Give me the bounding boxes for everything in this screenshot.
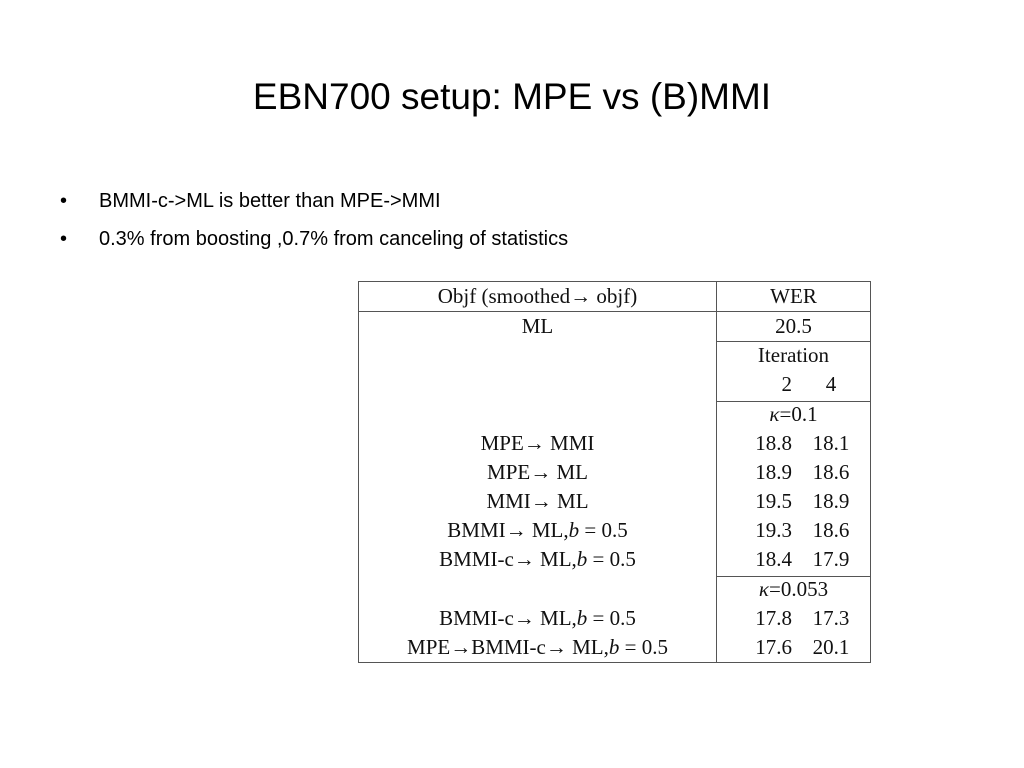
kappa-value: =0.1 — [779, 402, 818, 426]
kappa-heading — [717, 575, 870, 604]
wer-iteration-4: 18.6 — [812, 518, 850, 542]
wer-iteration-4: 18.1 — [812, 431, 850, 455]
b-symbol: b — [576, 606, 588, 630]
kappa-symbol: κ — [758, 577, 769, 601]
bullet-list — [60, 182, 568, 258]
objf-label — [359, 545, 716, 574]
objf-name: BMMI-c→ ML, — [439, 547, 577, 571]
wer-iteration-2: 19.3 — [755, 518, 792, 542]
wer-iteration-2: 18.4 — [755, 547, 792, 571]
wer-iteration-4: 18.6 — [812, 460, 850, 484]
objf-label: MMI→ ML — [486, 489, 589, 513]
ml-row-label: ML — [521, 314, 554, 338]
iteration-2: 2 — [781, 372, 792, 396]
iteration-label: Iteration — [757, 343, 830, 367]
objf-label: MPE→ MMI — [480, 431, 595, 455]
objf-name: BMMI→ ML, — [447, 518, 569, 542]
wer-iteration-4: 18.9 — [812, 489, 850, 513]
wer-iteration-4: 20.1 — [812, 635, 850, 659]
wer-iteration-2: 18.8 — [755, 431, 792, 455]
b-value: = 0.5 — [587, 606, 636, 630]
bullet-marker: • — [60, 228, 68, 250]
header-wer: WER — [770, 284, 817, 308]
bullet-text: 0.3% from boosting ,0.7% from canceling of statistics — [99, 228, 569, 250]
objf-label — [359, 604, 716, 633]
iteration-4: 4 — [825, 372, 837, 396]
ml-row-wer: 20.5 — [775, 314, 812, 338]
objf-name: BMMI-c→ ML, — [439, 606, 577, 630]
b-value: = 0.5 — [619, 635, 668, 659]
objf-label — [359, 516, 716, 545]
b-symbol: b — [608, 635, 620, 659]
b-symbol: b — [576, 547, 588, 571]
b-value: = 0.5 — [579, 518, 628, 542]
b-symbol: b — [568, 518, 580, 542]
bullet-item — [60, 220, 568, 258]
slide-title: EBN700 setup: MPE vs (B)MMI — [252, 76, 772, 117]
wer-iteration-2: 18.9 — [755, 460, 792, 484]
objf-name: MPE→BMMI-c→ ML, — [407, 635, 609, 659]
wer-iteration-4: 17.9 — [812, 547, 850, 571]
kappa-heading — [717, 400, 870, 429]
wer-iteration-2: 17.6 — [755, 635, 792, 659]
results-table — [358, 281, 871, 663]
bullet-marker: • — [60, 190, 68, 212]
header-objf: Objf (smoothed→ objf) — [437, 284, 638, 308]
objf-label — [359, 633, 716, 662]
objf-label: MPE→ ML — [487, 460, 588, 484]
wer-iteration-2: 17.8 — [755, 606, 792, 630]
bullet-text: BMMI-c->ML is better than MPE->MMI — [99, 190, 441, 212]
b-value: = 0.5 — [587, 547, 636, 571]
wer-iteration-2: 19.5 — [755, 489, 792, 513]
kappa-value: =0.053 — [769, 577, 829, 601]
kappa-symbol: κ — [769, 402, 780, 426]
bullet-item — [60, 182, 568, 220]
wer-iteration-4: 17.3 — [812, 606, 850, 630]
